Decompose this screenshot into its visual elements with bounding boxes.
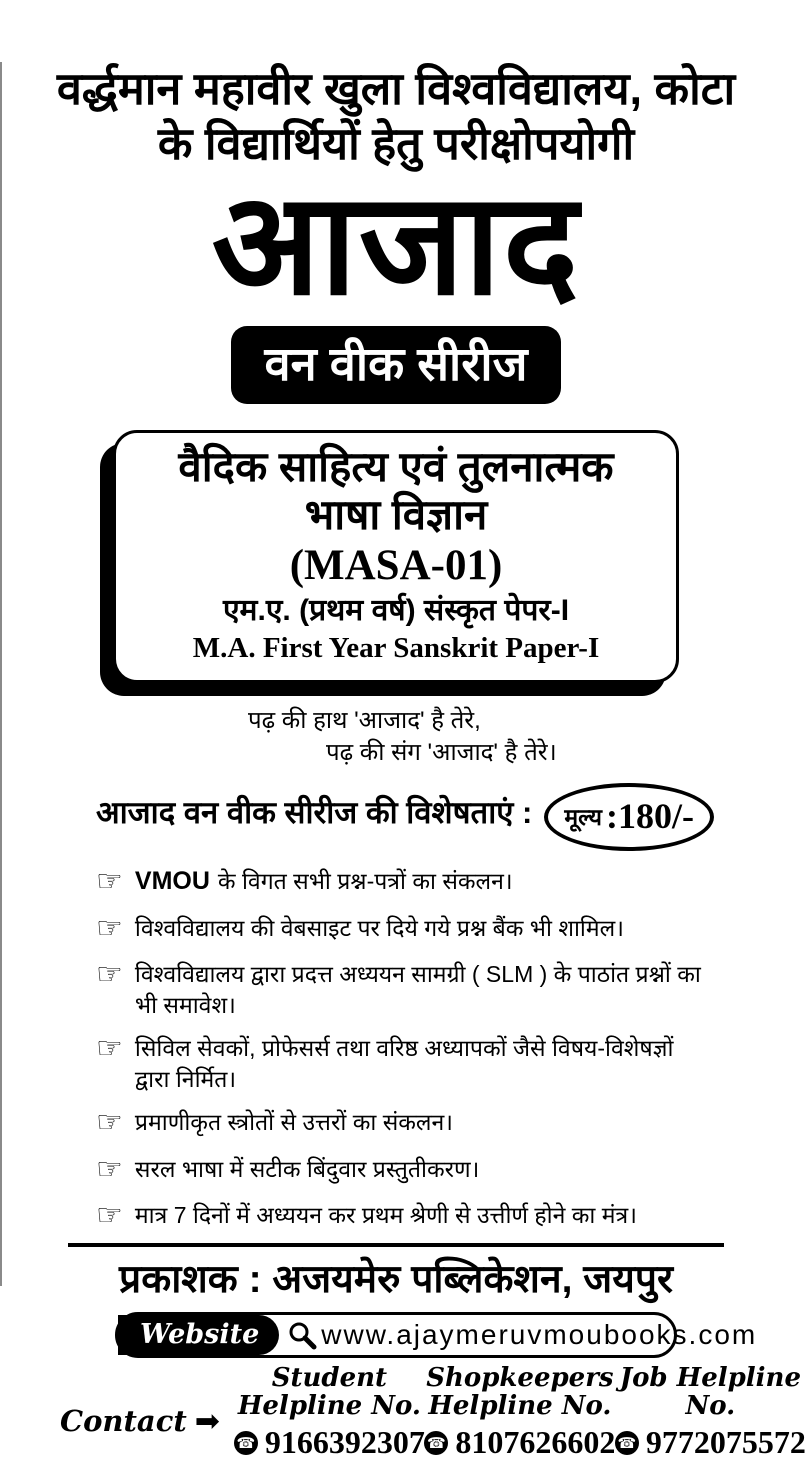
feature-item [96, 1028, 714, 1093]
feature-item [96, 1149, 714, 1187]
feature-text: विश्वविद्यालय द्वारा प्रदत्त अध्ययन सामग्री ( SLM ) के पाठांत प्रश्नों का भी समावेश। [134, 961, 701, 1018]
feature-lead: VMOU [134, 867, 210, 896]
contact-section [60, 1362, 806, 1461]
feature-text: प्रमाणीकृत स्त्रोतों से उत्तरों का संकलन। [134, 1109, 453, 1136]
publisher-line: प्रकाशक : अजयमेरु पब्लिकेशन, जयपुर [119, 1257, 673, 1301]
helpline-job [615, 1364, 806, 1461]
feature-item [96, 861, 714, 899]
magnifier-icon [287, 1320, 317, 1350]
pointing-hand-icon: ☞ [96, 1106, 123, 1140]
helpline-number: 8107626602 [455, 1424, 616, 1461]
website-bar [115, 1312, 758, 1358]
website-label: Website [118, 1315, 279, 1355]
helpline-title: Student Helpline No. [237, 1362, 421, 1422]
helpline-number: 9772075572 [645, 1424, 806, 1461]
helpline-title: Shopkeepers Helpline No. [426, 1362, 614, 1422]
feature-list [96, 861, 714, 1233]
pointing-hand-icon: ☞ [96, 911, 123, 945]
feature-text: विश्वविद्यालय की वेबसाइट पर दिये गये प्रश्न बैंक भी शामिल। [134, 914, 624, 941]
phone-icon: ☎ [615, 1431, 639, 1455]
helpline-shopkeepers [425, 1364, 615, 1461]
price-label: मूल्य [564, 804, 603, 831]
subject-box [113, 430, 679, 683]
helpline-title: Job Helpline No. [619, 1362, 802, 1422]
pointing-hand-icon: ☞ [96, 958, 123, 992]
pointing-hand-icon: ☞ [96, 865, 123, 899]
subject-code: (MASA-01) [289, 542, 503, 590]
right-arrow-icon: ➡ [194, 1404, 220, 1438]
tagline [248, 705, 792, 770]
pointing-hand-icon: ☞ [96, 1199, 123, 1233]
divider-line [68, 1243, 724, 1247]
series-badge-wrap [0, 326, 792, 404]
book-cover [0, 62, 806, 1461]
university-heading-line2: के विद्यार्थियों हेतु परीक्षोपयोगी [157, 117, 635, 169]
phone-icon: ☎ [234, 1431, 258, 1455]
feature-item [96, 1195, 714, 1233]
university-heading [0, 62, 792, 172]
helpline-number: 9166392307 [264, 1424, 425, 1461]
course-name-hindi: एम.ए. (प्रथम वर्ष) संस्कृत पेपर-I [222, 593, 570, 627]
tagline-line1: पढ़ की हाथ 'आजाद' है तेरे, [248, 706, 481, 734]
contact-label: Contact [60, 1404, 187, 1439]
feature-text: मात्र 7 दिनों में अध्ययन कर प्रथम श्रेणी से उत्तीर्ण होने का मंत्र। [134, 1202, 637, 1229]
feature-text: के विगत सभी प्रश्न-पत्रों का संकलन। [217, 868, 513, 895]
features-heading: आजाद वन वीक सीरीज की विशेषताएं : [96, 795, 533, 831]
helpline-student [234, 1364, 425, 1461]
feature-item [96, 908, 714, 946]
feature-item [96, 1102, 714, 1140]
series-subtitle-badge: वन वीक सीरीज [231, 326, 562, 404]
price-badge [544, 783, 714, 851]
feature-item [96, 954, 714, 1019]
university-heading-line1: वर्द्धमान महावीर खुला विश्वविद्यालय, कोटा [56, 63, 736, 114]
scan-edge-line [0, 62, 2, 1286]
feature-text: सिविल सेवकों, प्रोफेसर्स तथा वरिष्ठ अध्यापकों जैसे विषय-विशेषज्ञों द्वारा निर्मित। [134, 1035, 674, 1092]
website-url: www.ajaymeruvmoubooks.com [321, 1318, 758, 1350]
series-title: आजाद [211, 164, 581, 324]
subject-title-line1: वैदिक साहित्य एवं तुलनात्मक [178, 442, 614, 490]
pointing-hand-icon: ☞ [96, 1032, 123, 1066]
subject-title-line2: भाषा विज्ञान [304, 491, 488, 539]
features-section [0, 783, 792, 1233]
tagline-line2: पढ़ की संग 'आजाद' है तेरे। [326, 739, 557, 766]
course-name-english: M.A. First Year Sanskrit Paper-I [192, 631, 600, 664]
feature-text: सरल भाषा में सटीक बिंदुवार प्रस्तुतीकरण। [134, 1155, 480, 1182]
phone-icon: ☎ [424, 1431, 448, 1455]
price-value: :180/- [606, 796, 694, 837]
pointing-hand-icon: ☞ [96, 1152, 123, 1186]
